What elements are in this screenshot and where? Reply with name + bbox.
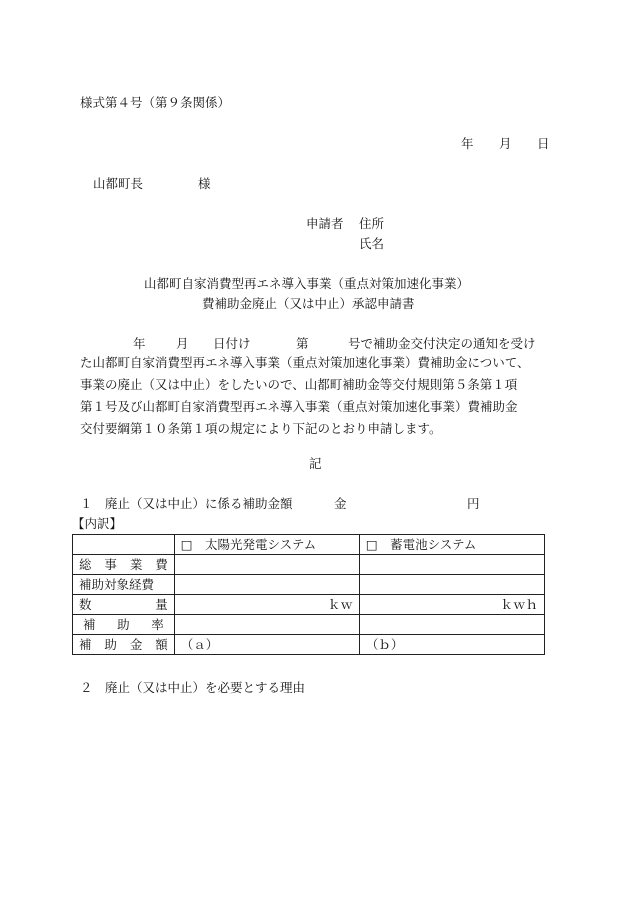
cell-battery-quantity-unit: ｋｗｈ — [359, 595, 544, 615]
table-row — [73, 635, 545, 655]
date-day: 日 — [537, 136, 550, 151]
cell-solar-quantity-unit: ｋｗ — [174, 595, 359, 615]
body-paragraph — [80, 352, 550, 440]
body-line-3: 事業の廃止（又は中止）をしたいので、山都町補助金等交付規則第５条第１項 — [80, 377, 518, 392]
applicant-address-label: 住所 — [359, 216, 385, 231]
item-1-label: １ 廃止（又は中止）に係る補助金額 — [80, 496, 293, 511]
ki-heading: 記 — [309, 456, 322, 471]
body-line-5: 交付要綱第１０条第１項の規定により下記のとおり申請します。 — [80, 421, 442, 436]
body-line-4: 第１号及び山都町自家消費型再エネ導入事業（重点対策加速化事業）費補助金 — [80, 399, 518, 414]
item-2-label: ２ 廃止（又は中止）を必要とする理由 — [80, 680, 306, 695]
cell-battery-subsidy-rate — [359, 615, 544, 635]
header-solar: □ 太陽光発電システム — [174, 535, 359, 555]
table-row — [73, 575, 545, 595]
addressee-name: 山都町長 — [93, 176, 144, 191]
cell-battery-subsidy-amount: （ｂ） — [359, 635, 544, 655]
row-label-eligible-cost: 補助対象経費 — [73, 575, 175, 595]
table-corner-cell — [73, 535, 175, 555]
applicant-name-label: 氏名 — [359, 236, 385, 251]
header-battery: □ 蓄電池システム — [359, 535, 544, 555]
date-month: 月 — [499, 136, 512, 151]
body-year: 年 — [133, 336, 146, 351]
item-1-en: 円 — [467, 496, 480, 511]
row-label-total-cost: 総 事 業 費 — [79, 557, 168, 572]
table-header-row — [73, 535, 545, 555]
table-row — [73, 555, 545, 575]
applicant-role: 申請者 — [306, 216, 344, 231]
cell-solar-eligible-cost — [174, 575, 359, 595]
date-year: 年 — [461, 136, 474, 151]
cell-solar-subsidy-rate — [174, 615, 359, 635]
addressee-honorific: 様 — [198, 176, 211, 191]
table-row — [73, 615, 545, 635]
title-line-1: 山都町自家消費型再エネ導入事業（重点対策加速化事業） — [144, 276, 470, 291]
body-line-2: た山都町自家消費型再エネ導入事業（重点対策加速化事業）費補助金について、 — [80, 355, 530, 370]
row-label-quantity: 数 量 — [79, 597, 168, 612]
table-row — [73, 595, 545, 615]
cell-solar-total-cost — [174, 555, 359, 575]
breakdown-table — [72, 534, 545, 655]
item-1-kin: 金 — [334, 496, 347, 511]
cell-battery-total-cost — [359, 555, 544, 575]
row-label-subsidy-rate: 補 助 率 — [83, 617, 164, 632]
cell-battery-eligible-cost — [359, 575, 544, 595]
breakdown-label: 【内訳】 — [72, 516, 123, 531]
form-number: 様式第４号（第９条関係） — [80, 95, 231, 110]
body-number-prefix: 第 — [296, 336, 309, 351]
title-line-2: 費補助金廃止（又は中止）承認申請書 — [202, 296, 415, 311]
body-line-1-rest: 号で補助金交付決定の通知を受け — [348, 336, 536, 351]
cell-solar-subsidy-amount: （ａ） — [174, 635, 359, 655]
body-dated: 日付け — [213, 336, 251, 351]
body-month: 月 — [176, 336, 189, 351]
row-label-subsidy-amount: 補 助 金 額 — [79, 637, 168, 652]
